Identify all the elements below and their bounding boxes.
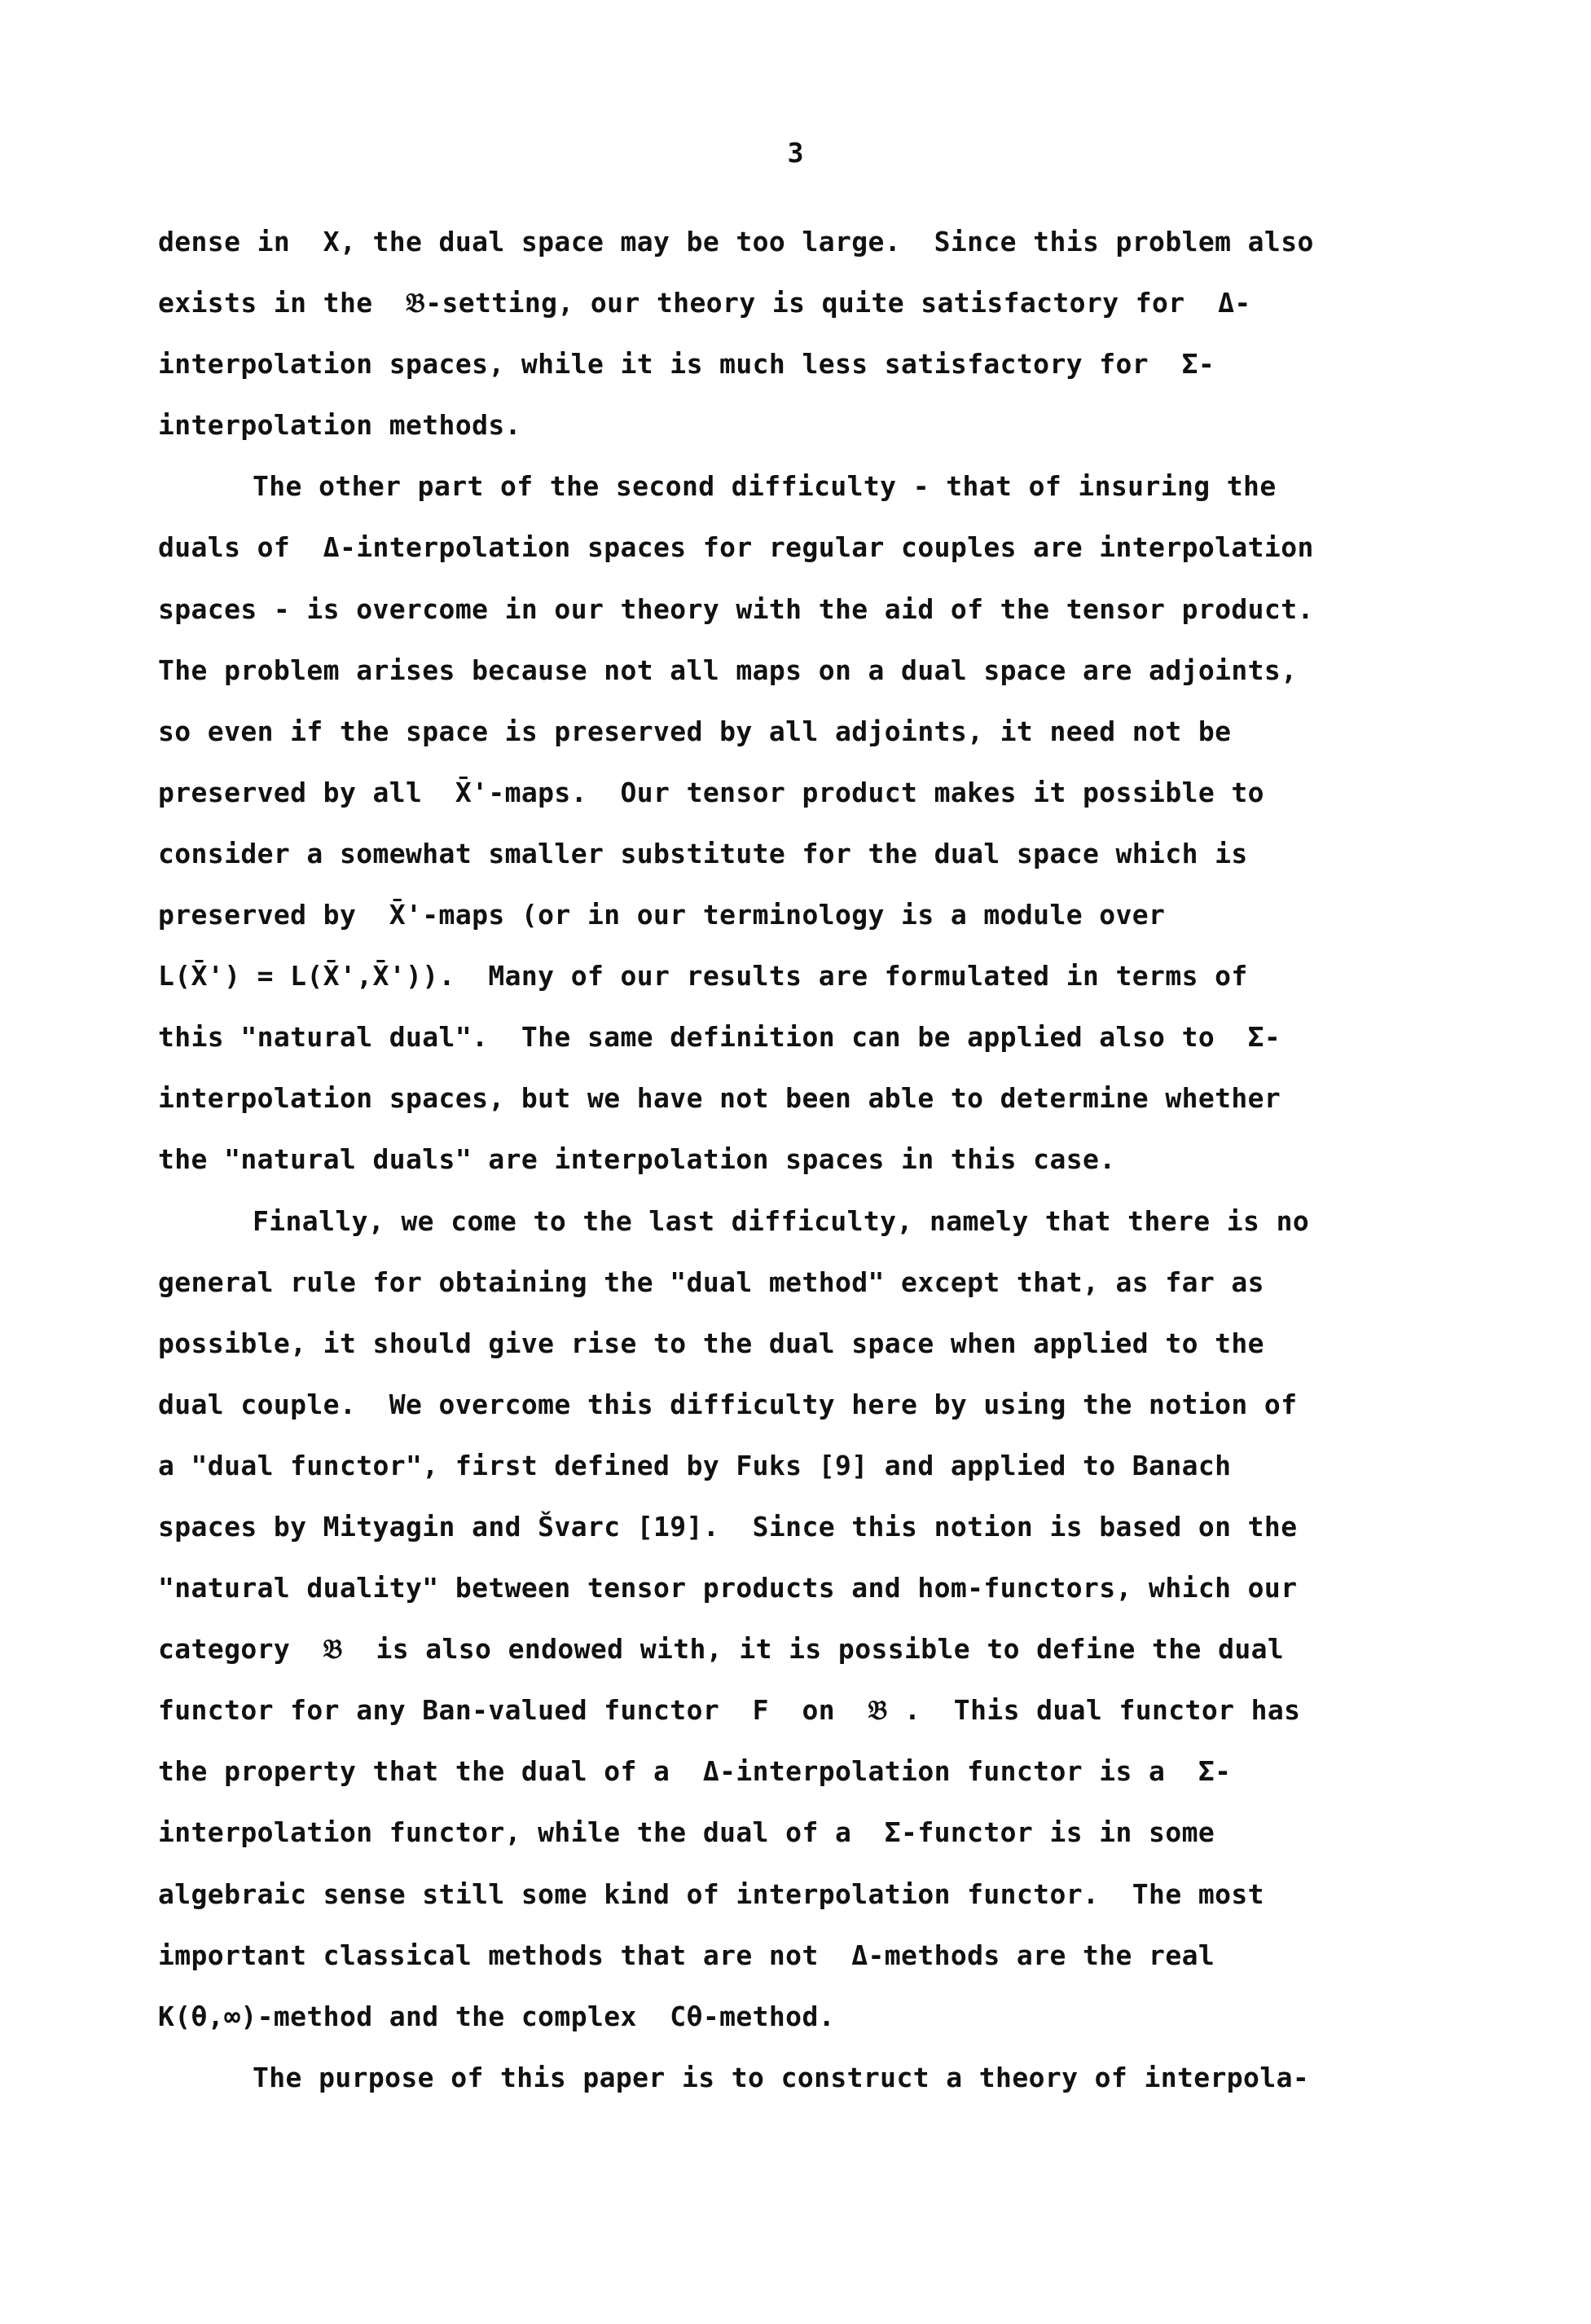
paragraph bbox=[158, 1205, 1494, 2062]
text-line: interpolation methods. bbox=[158, 409, 521, 442]
text-line: algebraic sense still some kind of interpolation functor. The most bbox=[158, 1877, 1264, 1910]
body-text bbox=[158, 226, 1494, 2123]
text-line: Finally, we come to the last difficulty, namely that there is no bbox=[253, 1204, 1310, 1237]
text-line: functor for any Ban-valued functor F on 𝔅 . This dual functor has bbox=[158, 1694, 1301, 1727]
text-line: The other part of the second difficulty - that of insuring the bbox=[253, 470, 1277, 503]
text-line: preserved by all X̄'-maps. Our tensor product makes it possible to bbox=[158, 776, 1264, 808]
text-line: The problem arises because not all maps on a dual space are adjoints, bbox=[158, 654, 1298, 686]
text-line: The purpose of this paper is to construct a theory of interpola- bbox=[253, 2061, 1310, 2093]
text-line: interpolation spaces, but we have not been able to determine whether bbox=[158, 1082, 1281, 1115]
text-line: "natural duality" between tensor products and hom-functors, which our bbox=[158, 1572, 1298, 1604]
text-line: dense in X, the dual space may be too large. Since this problem also bbox=[158, 226, 1314, 257]
text-line: exists in the 𝔅-setting, our theory is quite satisfactory for Δ- bbox=[158, 287, 1251, 319]
text-line: consider a somewhat smaller substitute for the dual space which is bbox=[158, 837, 1248, 869]
text-line: spaces by Mityagin and Švarc [19]. Since this notion is based on the bbox=[158, 1510, 1298, 1543]
text-line: category 𝔅 is also endowed with, it is possible to define the dual bbox=[158, 1633, 1285, 1666]
text-line: possible, it should give rise to the dual space when applied to the bbox=[158, 1327, 1264, 1359]
text-line: dual couple. We overcome this difficulty here by using the notion of bbox=[158, 1388, 1298, 1420]
text-line: spaces - is overcome in our theory with the aid of the tensor product. bbox=[158, 592, 1314, 625]
text-line: the "natural duals" are interpolation spaces in this case. bbox=[158, 1143, 1116, 1176]
text-line: a "dual functor", first defined by Fuks [9] and applied to Banach bbox=[158, 1449, 1232, 1481]
text-line: the property that the dual of a Δ-interpolation functor is a Σ- bbox=[158, 1755, 1232, 1788]
text-line: general rule for obtaining the "dual method" except that, as far as bbox=[158, 1265, 1264, 1298]
paragraph bbox=[158, 470, 1494, 1204]
text-line: this "natural dual". The same definition can be applied also to Σ- bbox=[158, 1021, 1281, 1054]
text-line: interpolation spaces, while it is much less satisfactory for Σ- bbox=[158, 348, 1215, 381]
text-line: important classical methods that are not Δ-methods are the real bbox=[158, 1939, 1215, 1971]
paragraph bbox=[158, 226, 1494, 470]
text-line: preserved by X̄'-maps (or in our terminology is a module over bbox=[158, 899, 1166, 931]
text-line: interpolation functor, while the dual of a Σ-functor is in some bbox=[158, 1816, 1215, 1849]
text-line: duals of Δ-interpolation spaces for regular couples are interpolation bbox=[158, 531, 1314, 564]
paragraph bbox=[158, 2062, 1494, 2123]
text-line: K(θ,∞)-method and the complex Cθ-method. bbox=[158, 2000, 835, 2032]
page-number: 3 bbox=[787, 137, 804, 169]
text-line: so even if the space is preserved by all adjoints, it need not be bbox=[158, 715, 1232, 747]
text-line: L(X̄') = L(X̄',X̄')). Many of our results are formulated in terms of bbox=[158, 960, 1248, 993]
